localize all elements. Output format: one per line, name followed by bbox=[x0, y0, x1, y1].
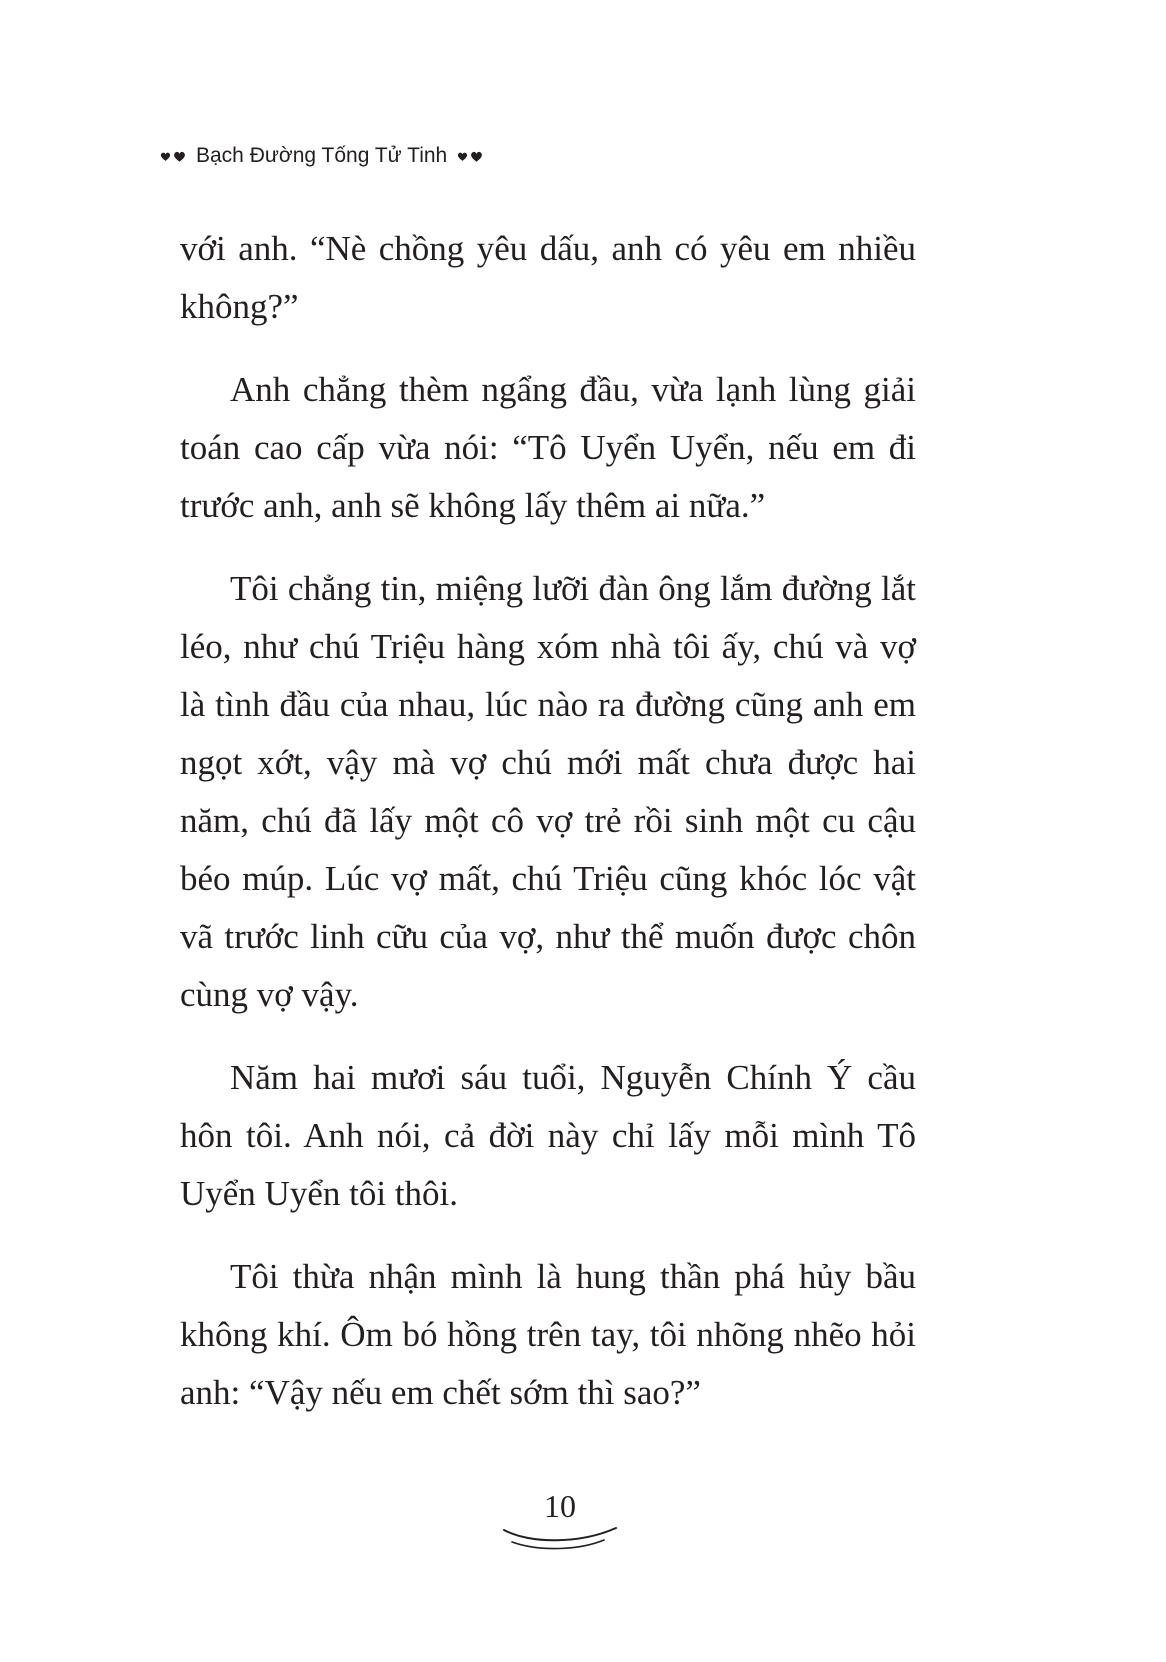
body-text bbox=[180, 220, 916, 1447]
page-number: 10 bbox=[544, 1488, 576, 1524]
paragraph: với anh. “Nè chồng yêu dấu, anh có yêu em nhiều không?” bbox=[180, 229, 916, 326]
paragraph: Năm hai mươi sáu tuổi, Nguyễn Chính Ý cầu hôn tôi. Anh nói, cả đời này chỉ lấy mỗi mình Tô Uyển Uyển tôi thôi. bbox=[180, 1058, 916, 1213]
swash-icon bbox=[500, 1524, 620, 1558]
double-heart-icon bbox=[160, 150, 186, 163]
page-footer bbox=[500, 1486, 620, 1566]
double-heart-icon bbox=[457, 150, 483, 163]
paragraph: Tôi thừa nhận mình là hung thần phá hủy bầu không khí. Ôm bó hồng trên tay, tôi nhõng nhẽo hỏi anh: “Vậy nếu em chết sớm thì sao?” bbox=[180, 1257, 916, 1412]
paragraph: Anh chẳng thèm ngẩng đầu, vừa lạnh lùng giải toán cao cấp vừa nói: “Tô Uyển Uyển, nếu em đi trước anh, anh sẽ không lấy thêm ai nữa.” bbox=[180, 370, 916, 525]
running-header-title: Bạch Đường Tống Tử Tinh bbox=[196, 144, 448, 167]
paragraph: Tôi chẳng tin, miệng lưỡi đàn ông lắm đường lắt léo, như chú Triệu hàng xóm nhà tôi ấy, chú và vợ là tình đầu của nhau, lúc nào ra đường cũng anh em ngọt xớt, vậy mà vợ chú mới mất chưa được hai năm, chú đã lấy một cô vợ trẻ rồi sinh một cu cậu béo múp. Lúc vợ mất, chú Triệu cũng khóc lóc vật vã trước linh cữu của vợ, như thể muốn được chôn cùng vợ vậy. bbox=[180, 569, 916, 1014]
running-header bbox=[160, 138, 483, 174]
